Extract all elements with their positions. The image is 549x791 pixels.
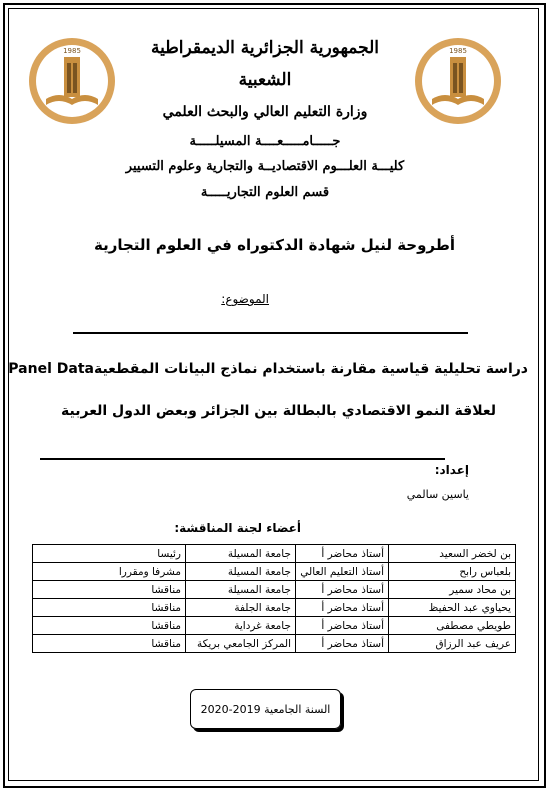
prepared-by-label: إعداد: [434, 463, 469, 477]
jury-rank: أستاذ محاضر أ [296, 581, 389, 599]
jury-role: مناقشا [33, 617, 186, 635]
jury-institution: جامعة المسيلة [186, 563, 296, 581]
jury-role: رئيسا [33, 545, 186, 563]
university-logo-left [24, 33, 120, 129]
topic-line-1 [8, 361, 528, 377]
table-row [33, 581, 516, 599]
topic-line-2: لعلاقة النمو الاقتصادي بالبطالة بين الجزائر وبعض الدول العربية [61, 403, 496, 419]
jury-table [32, 544, 516, 653]
jury-institution: المركز الجامعي بريكة [186, 635, 296, 653]
academic-year: السنة الجامعية 2019-2020 [200, 702, 331, 716]
divider-bottom [40, 458, 445, 460]
academic-year-box [190, 689, 341, 729]
jury-rank: أستاذ محاضر أ [296, 599, 389, 617]
prepared-by-name: ياسين سالمي [406, 488, 469, 501]
header-university: جـــــامـــــعــــة المسيلـــــة [189, 134, 341, 149]
jury-name: بلعباس رابح [389, 563, 516, 581]
topic-line-1-text: دراسة تحليلية قياسية مقارنة باستخدام نماذج البيانات المقطعية [93, 361, 528, 377]
jury-role: مناقشا [33, 581, 186, 599]
jury-rank: أستاذ محاضر أ [296, 545, 389, 563]
jury-role: مشرفا ومقررا [33, 563, 186, 581]
thesis-title: أطروحة لنيل شهادة الدكتوراه في العلوم التجارية [93, 236, 456, 254]
jury-name: عريف عبد الرزاق [389, 635, 516, 653]
logo-year-left: 1985 [63, 47, 81, 55]
table-row [33, 617, 516, 635]
divider-top [73, 332, 468, 334]
table-row [33, 635, 516, 653]
jury-rank: أستاذ محاضر أ [296, 635, 389, 653]
jury-role: مناقشا [33, 635, 186, 653]
jury-institution: جامعة المسيلة [186, 545, 296, 563]
jury-institution: جامعة المسيلة [186, 581, 296, 599]
jury-name: طويطي مصطفى [389, 617, 516, 635]
logo-year-right: 1985 [449, 47, 467, 55]
jury-title: أعضاء لجنة المناقشة: [174, 521, 301, 535]
header-faculty: كليـــة العلـــوم الاقتصاديــة والتجارية وعلوم التسيير [125, 159, 405, 174]
table-row [33, 599, 516, 617]
university-logo-right [410, 33, 506, 129]
table-row [33, 545, 516, 563]
subject-label: الموضوع: [221, 292, 269, 306]
jury-name: بن محاد سمير [389, 581, 516, 599]
header-ministry: وزارة التعليم العالي والبحث العلمي [162, 104, 368, 120]
jury-name: بن لخضر السعيد [389, 545, 516, 563]
topic-panel-data: Panel Data [8, 361, 94, 377]
table-row [33, 563, 516, 581]
jury-name: يحياوي عبد الحفيظ [389, 599, 516, 617]
jury-institution: جامعة غرداية [186, 617, 296, 635]
jury-rank: أستاذ التعليم العالي [296, 563, 389, 581]
jury-rank: أستاذ محاضر أ [296, 617, 389, 635]
header-department: قسم العلوم التجاريـــــة [200, 185, 330, 200]
jury-institution: جامعة الجلفة [186, 599, 296, 617]
header-republic: الجمهورية الجزائرية الديمقراطية [150, 38, 379, 58]
jury-role: مناقشا [33, 599, 186, 617]
header-popular: الشعبية [238, 70, 292, 90]
